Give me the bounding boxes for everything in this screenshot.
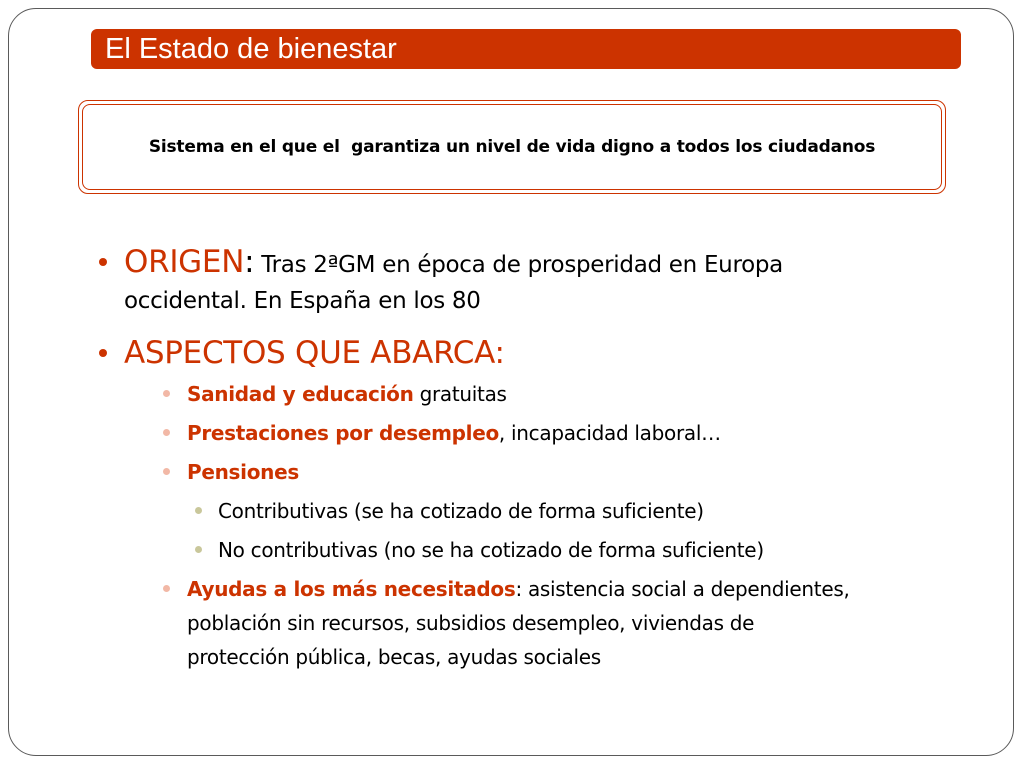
aspectos-heading: [124, 334, 505, 372]
item-sanidad-rest: gratuitas: [413, 382, 507, 406]
slide-title-text: El Estado de bienestar: [105, 33, 397, 65]
sub-no-contributivas-text: No contributivas (no se ha cotizado de forma suficiente): [218, 538, 764, 562]
item-ayudas-line-2: [187, 609, 754, 637]
bullet-item-ayudas: [163, 585, 170, 592]
item-ayudas-text-line-3: protección pública, becas, ayudas sociales: [187, 645, 601, 669]
sub-no-contributivas: [218, 536, 764, 564]
item-pensiones-bold: Pensiones: [187, 460, 299, 484]
item-ayudas-bold: Ayudas a los más necesitados: [187, 577, 516, 601]
origen-line-1: [124, 243, 783, 284]
bullet-sub-no-contributivas: [195, 546, 202, 553]
item-sanidad-bold: Sanidad y educación: [187, 382, 414, 406]
item-ayudas-text-line-2: población sin recursos, subsidios desempleo, viviendas de: [187, 611, 755, 635]
bullet-item-pensiones: [163, 468, 170, 475]
origen-colon: :: [244, 244, 255, 280]
origen-label: ORIGEN: [124, 244, 245, 280]
item-prestaciones-rest: , incapacidad laboral…: [498, 421, 721, 445]
bullet-origen: [99, 258, 107, 266]
origen-text-line-2: occidental. En España en los 80: [124, 288, 481, 314]
bullet-item-prestaciones: [163, 429, 170, 436]
sub-contributivas: [218, 497, 704, 525]
item-prestaciones: [187, 419, 721, 447]
item-ayudas-line-1: [187, 575, 850, 603]
sub-contributivas-text: Contributivas (se ha cotizado de forma suficiente): [218, 499, 704, 523]
aspectos-label: ASPECTOS QUE ABARCA:: [124, 335, 505, 371]
item-ayudas-line-3: [187, 643, 601, 671]
origen-line-2: [124, 286, 481, 316]
origen-text-line-1: Tras 2ªGM en época de prosperidad en Europa: [254, 252, 783, 278]
bullet-aspectos: [99, 349, 107, 357]
item-pensiones: [187, 458, 299, 486]
definition-text-content: Sistema en el que el garantiza un nivel de vida digno a todos los ciudadanos: [148, 137, 876, 157]
bullet-sub-contributivas: [195, 507, 202, 514]
item-prestaciones-bold: Prestaciones por desempleo: [187, 421, 499, 445]
item-sanidad: [187, 380, 507, 408]
item-ayudas-rest: : asistencia social a dependientes,: [515, 577, 850, 601]
bullet-item-sanidad: [163, 390, 170, 397]
